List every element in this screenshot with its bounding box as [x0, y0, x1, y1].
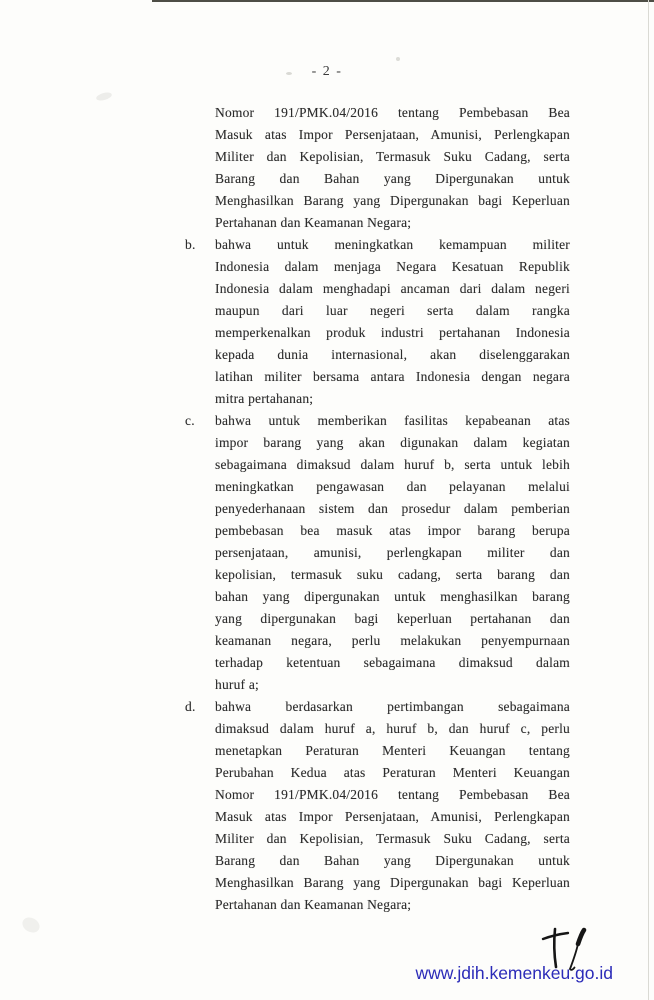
- consideration-paragraph: [185, 102, 570, 234]
- paragraph-line: Indonesia dalam menghadapi ancaman dari dalam negeri: [215, 281, 570, 296]
- paragraph-letter-label: [185, 102, 215, 234]
- paragraph-line: Menghasilkan Barang yang Dipergunakan bagi Keperluan: [215, 193, 570, 208]
- paragraph-line: Pertahanan dan Keamanan Negara;: [215, 215, 412, 230]
- paragraph-line: dimaksud dalam huruf a, huruf b, dan huruf c, perlu: [215, 721, 570, 736]
- scan-speck: [396, 57, 400, 61]
- paragraph-line: Menghasilkan Barang yang Dipergunakan bagi Keperluan: [215, 875, 570, 890]
- paragraph-line: Indonesia dalam menjaga Negara Kesatuan Republik: [215, 259, 570, 274]
- paragraph-line: persenjataan, amunisi, perlengkapan militer dan: [215, 545, 570, 560]
- paragraph-line: penyederhanaan sistem dan prosedur dalam pemberian: [215, 501, 570, 516]
- paragraph-line: huruf a;: [215, 677, 259, 692]
- paragraph-line: Barang dan Bahan yang Dipergunakan untuk: [215, 853, 570, 868]
- paragraph-letter-label: d.: [185, 699, 196, 714]
- considerations-list: [185, 102, 570, 916]
- scan-speck: [95, 91, 112, 102]
- scan-edge-artifact-right: [648, 0, 649, 1000]
- paragraph-line: kepada dunia internasional, akan diselenggarakan: [215, 347, 570, 362]
- paragraph-line: bahwa berdasarkan pertimbangan sebagaimana: [215, 699, 570, 714]
- consideration-paragraph: [185, 696, 570, 916]
- paragraph-line: Perubahan Kedua atas Peraturan Menteri Keuangan: [215, 765, 570, 780]
- paragraph-text: [215, 234, 570, 410]
- paragraph-line: Pertahanan dan Keamanan Negara;: [215, 897, 412, 912]
- paragraph-line: latihan militer bersama antara Indonesia dengan negara: [215, 369, 570, 384]
- paragraph-line: sebagaimana dimaksud dalam huruf b, serta untuk lebih: [215, 457, 570, 472]
- paragraph-line: yang dipergunakan bagi keperluan pertahanan dan: [215, 611, 570, 626]
- paragraph-line: Militer dan Kepolisian, Termasuk Suku Cadang, serta: [215, 149, 570, 164]
- paragraph-line: keamanan negara, perlu melakukan penyempurnaan: [215, 633, 570, 648]
- consideration-paragraph: [185, 234, 570, 410]
- paragraph-line: menetapkan Peraturan Menteri Keuangan tentang: [215, 743, 570, 758]
- paragraph-line: bahan yang dipergunakan untuk menghasilkan barang: [215, 589, 570, 604]
- paragraph-line: Nomor 191/PMK.04/2016 tentang Pembebasan Bea: [215, 105, 570, 120]
- scan-edge-artifact-top: [152, 0, 654, 2]
- paragraph-line: meningkatkan pengawasan dan pelayanan melalui: [215, 479, 570, 494]
- scan-speck: [20, 914, 43, 935]
- paragraph-letter-label: c.: [185, 413, 195, 428]
- paragraph-text: [215, 696, 570, 916]
- paragraph-line: impor barang yang akan digunakan dalam kegiatan: [215, 435, 570, 450]
- jdih-watermark-link[interactable]: www.jdih.kemenkeu.go.id: [415, 963, 613, 983]
- paragraph-line: memperkenalkan produk industri pertahanan Indonesia: [215, 325, 570, 340]
- page-number: - 2 -: [311, 64, 343, 79]
- paragraph-line: Masuk atas Impor Persenjataan, Amunisi, Perlengkapan: [215, 127, 570, 142]
- paragraph-text: [215, 410, 570, 696]
- paragraph-line: bahwa untuk meningkatkan kemampuan militer: [215, 237, 570, 252]
- paragraph-line: Masuk atas Impor Persenjataan, Amunisi, Perlengkapan: [215, 809, 570, 824]
- paragraph-line: Nomor 191/PMK.04/2016 tentang Pembebasan Bea: [215, 787, 570, 802]
- paragraph-line: Militer dan Kepolisian, Termasuk Suku Cadang, serta: [215, 831, 570, 846]
- paragraph-line: Barang dan Bahan yang Dipergunakan untuk: [215, 171, 570, 186]
- paragraph-line: kepolisian, termasuk suku cadang, serta barang dan: [215, 567, 570, 582]
- paragraph-letter-label: b.: [185, 237, 196, 252]
- paragraph-line: bahwa untuk memberikan fasilitas kepabeanan atas: [215, 413, 570, 428]
- paragraph-line: terhadap ketentuan sebagaimana dimaksud dalam: [215, 655, 570, 670]
- paragraph-line: maupun dari luar negeri serta dalam rangka: [215, 303, 570, 318]
- paragraph-line: pembebasan bea masuk atas impor barang berupa: [215, 523, 570, 538]
- paragraph-text: [215, 102, 570, 234]
- consideration-paragraph: [185, 410, 570, 696]
- paragraph-line: mitra pertahanan;: [215, 391, 314, 406]
